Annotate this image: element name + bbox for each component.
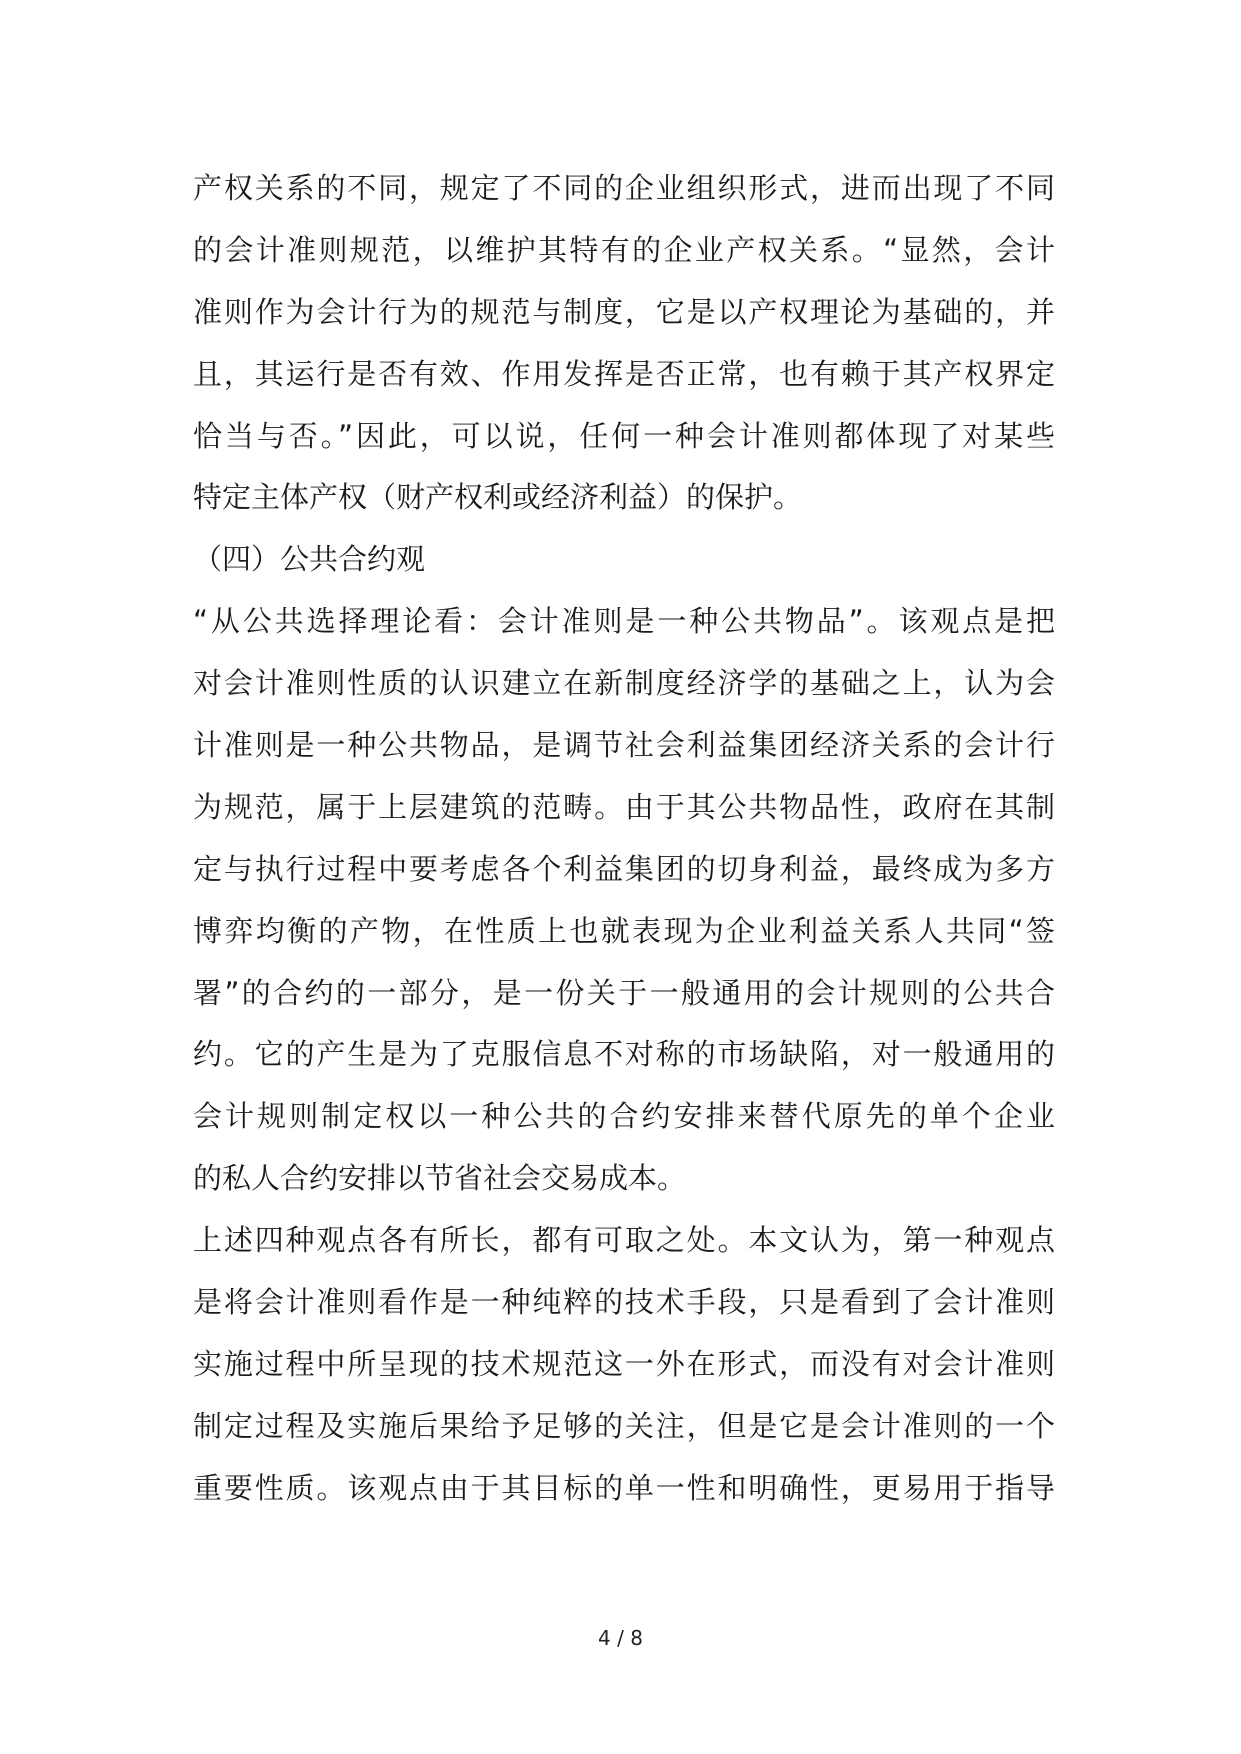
body-text <box>193 158 1055 1520</box>
text-line: 且，其运行是否有效、作用发挥是否正常，也有赖于其产权界定 <box>193 356 1055 391</box>
text-line: 上述四种观点各有所长，都有可取之处。本文认为，第一种观点 <box>193 1223 1055 1258</box>
text-line: 对会计准则性质的认识建立在新制度经济学的基础之上，认为会 <box>193 666 1055 701</box>
section-heading: （四）公共合约观 <box>193 542 426 577</box>
text-line: 会计规则制定权以一种公共的合约安排来替代原先的单个企业 <box>193 1099 1055 1134</box>
text-line: 定与执行过程中要考虑各个利益集团的切身利益，最终成为多方 <box>193 851 1055 886</box>
text-line: 产权关系的不同，规定了不同的企业组织形式，进而出现了不同 <box>193 171 1055 205</box>
text-line: 计准则是一种公共物品，是调节社会利益集团经济关系的会计行 <box>193 728 1055 763</box>
text-line: 重要性质。该观点由于其目标的单一性和明确性，更易用于指导 <box>193 1470 1055 1505</box>
text-line: 准则作为会计行为的规范与制度，它是以产权理论为基础的，并 <box>193 294 1055 329</box>
text-line: 恰当与否。”因此，可以说，任何一种会计准则都体现了对某些 <box>193 418 1055 453</box>
text-line: “从公共选择理论看：会计准则是一种公共物品”。该观点是把 <box>193 604 1055 639</box>
text-line: 实施过程中所呈现的技术规范这一外在形式，而没有对会计准则 <box>193 1346 1055 1381</box>
text-line: 署”的合约的一部分，是一份关于一般通用的会计规则的公共合 <box>193 975 1055 1010</box>
text-line: 是将会计准则看作是一种纯粹的技术手段，只是看到了会计准则 <box>193 1285 1055 1320</box>
text-line: 为规范，属于上层建筑的范畴。由于其公共物品性，政府在其制 <box>193 789 1055 824</box>
text-line: 制定过程及实施后果给予足够的关注，但是它是会计准则的一个 <box>193 1408 1055 1443</box>
text-line: 的私人合约安排以节省社会交易成本。 <box>193 1161 687 1196</box>
text-line: 约。它的产生是为了克服信息不对称的市场缺陷，对一般通用的 <box>193 1037 1055 1072</box>
text-line: 特定主体产权（财产权利或经济利益）的保护。 <box>193 480 803 515</box>
text-line: 博弈均衡的产物，在性质上也就表现为企业利益关系人共同“签 <box>193 913 1055 948</box>
page-number: 4 / 8 <box>598 1626 643 1650</box>
text-line: 的会计准则规范，以维护其特有的企业产权关系。“显然，会计 <box>193 232 1055 267</box>
